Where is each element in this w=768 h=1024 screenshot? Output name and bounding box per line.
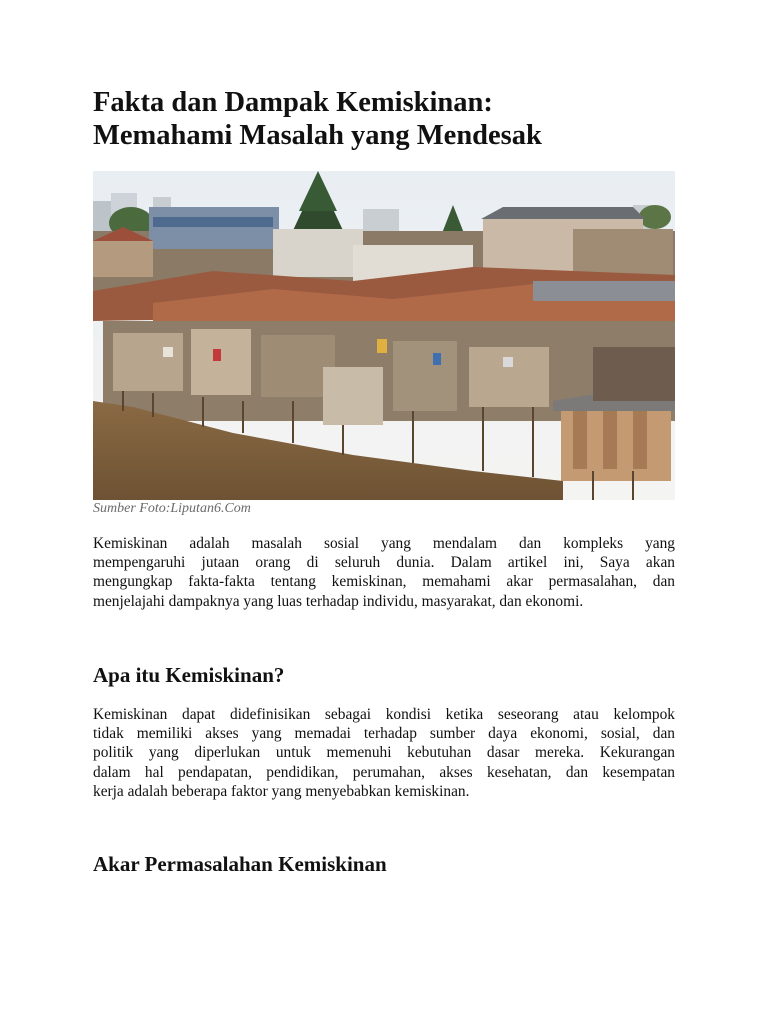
intro-line: Kemiskinan adalah masalah sosial yang mendalam dan kompleks yang <box>93 535 675 552</box>
article-title <box>93 86 675 152</box>
section1-line: dalam hal pendapatan, pendidikan, perumahan, akses kesehatan, dan kesempatan <box>93 763 675 781</box>
section-heading-apa-itu-kemiskinan: Apa itu Kemiskinan? <box>93 663 285 687</box>
photo-caption: Sumber Foto:Liputan6.Com <box>93 501 251 516</box>
intro-paragraph <box>93 534 675 611</box>
intro-line: mempengaruhi jutaan orang di seluruh dunia. Dalam artikel ini, Saya akan <box>93 554 675 572</box>
slum-riverside-photo <box>93 171 675 500</box>
title-line-1: Fakta dan Dampak Kemiskinan: <box>93 87 493 118</box>
section1-line: tidak memiliki akses yang memadai terhadap sumber daya ekonomi, sosial, dan <box>93 725 675 743</box>
section1-line: politik yang diperlukan untuk memenuhi kebutuhan dasar mereka. Kekurangan <box>93 744 675 762</box>
intro-line: mengungkap fakta-fakta tentang kemiskinan, memahami akar permasalahan, dan <box>93 573 675 591</box>
section1-line: Kemiskinan dapat didefinisikan sebagai kondisi ketika seseorang atau kelompok <box>93 706 675 723</box>
intro-line: menjelajahi dampaknya yang luas terhadap individu, masyarakat, dan ekonomi. <box>93 592 584 610</box>
section-heading-akar-permasalahan: Akar Permasalahan Kemiskinan <box>93 852 387 876</box>
section1-line: kerja adalah beberapa faktor yang menyebabkan kemiskinan. <box>93 782 470 800</box>
title-line-2: Memahami Masalah yang Mendesak <box>93 120 542 151</box>
section1-paragraph <box>93 705 675 801</box>
